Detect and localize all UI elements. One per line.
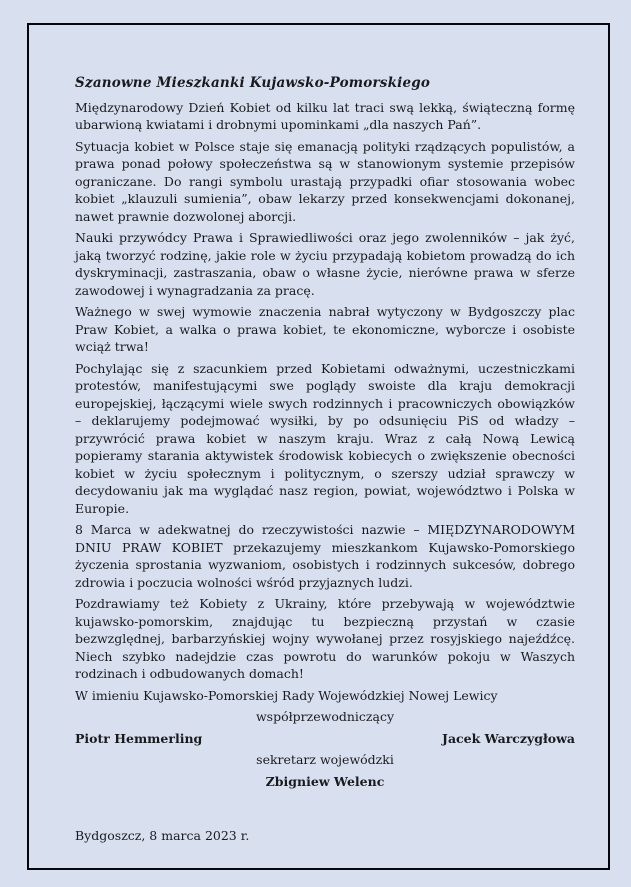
cochair-names-row (75, 730, 575, 748)
closing-line: W imieniu Kujawsko-Pomorskiej Rady Wojewódzkiej Nowej Lewicy (75, 687, 498, 703)
paragraph-womens-day: Międzynarodowy Dzień Kobiet od kilku lat traci swą lekką, świąteczną formę ubarwioną kwiatami i drobnymi upominkami „dla naszych Pań”. (75, 99, 575, 132)
letter-page (27, 23, 610, 870)
cochair-left-name: Piotr Hemmerling (75, 730, 203, 746)
secretary-title: sekretarz wojewódzki (256, 752, 394, 767)
paragraph-pis-teachings: Nauki przywódcy Prawa i Sprawiedliwości oraz jego zwolenników – jak żyć, jaką tworzyć rodzinę, jakie role w życiu przypadają kobietom prowadzą do ich dyskryminacji, zastraszania, obaw o własne życie, nierówne prawa w sferze zawodowej i wynagradzania za pracę. (75, 230, 575, 298)
salutation-heading: Szanowne Mieszkanki Kujawsko-Pomorskiego (75, 75, 431, 91)
paragraph-situation: Sytuacja kobiet w Polsce staje się emanacją polityki rządzących populistów, a prawa ponad połowy społeczeństwa są w stanowionym systemie przepisów ograniczane. Do rangi symbolu urastają przypadki ofiar stosowania wobec kobiet „klauzuli sumienia”, obaw lekarzy przed konsekwencjami dokonanej, nawet prawnie dozwolonej aborcji. (75, 138, 575, 224)
paragraph-plac-praw-kobiet: Ważnego w swej wymowie znaczenia nabrał wytyczony w Bydgoszczy plac Praw Kobiet, a walka o prawa kobiet, te ekonomiczne, wyborcze i osobiste wciąż trwa! (75, 304, 575, 354)
paragraph-declaration: Pochylając się z szacunkiem przed Kobietami odważnymi, uczestniczkami protestów, manifestującymi swe poglądy swoiste dla kraju demokracji europejskiej, łączącymi wiele swych rodzinnych i pracowniczych obowiązków – deklarujemy podejmować wysiłki, by po odsunięciu PiS od władzy – przywrócić prawa kobiet w naszym kraju. Wraz z całą Nową Lewicą popieramy starania aktywistek środowisk kobiecych o zwiększenie obecności kobiet w życiu społecznym i politycznym, o szerszy udział sprawczy w decydowaniu jak ma wyglądać nasz region, powiat, województwo i Polska w Europie. (75, 360, 575, 516)
paragraph-wishes: 8 Marca w adekwatnej do rzeczywistości nazwie – MIĘDZYNARODOWYM DNIU PRAW KOBIET przekazujemy mieszkankom Kujawsko-Pomorskiego życzenia sprostania wyzwaniom, osobistych i rodzinnych sukcesów, dobrego zdrowia i poczucia wolności wśród przyjaznych ludzi. (75, 522, 575, 590)
cochair-right-name: Jacek Warczygłowa (442, 730, 575, 746)
dateline: Bydgoszcz, 8 marca 2023 r. (75, 828, 250, 843)
cochair-title: współprzewodniczący (255, 709, 395, 724)
secretary-name: Zbigniew Welenc (265, 773, 385, 789)
paragraph-ukraine: Pozdrawiamy też Kobiety z Ukrainy, które przebywają w województwie kujawsko-pomorskim, znajdując tu bezpieczną przystań w czasie bezwzględnej, barbarzyńskiej wojny wywołanej przez rosyjskiego najeźdźcę. Niech szybko nadejdzie czas powrotu do warunków pokoju w Waszych rodzinach i odbudowanych domach! (75, 596, 575, 681)
